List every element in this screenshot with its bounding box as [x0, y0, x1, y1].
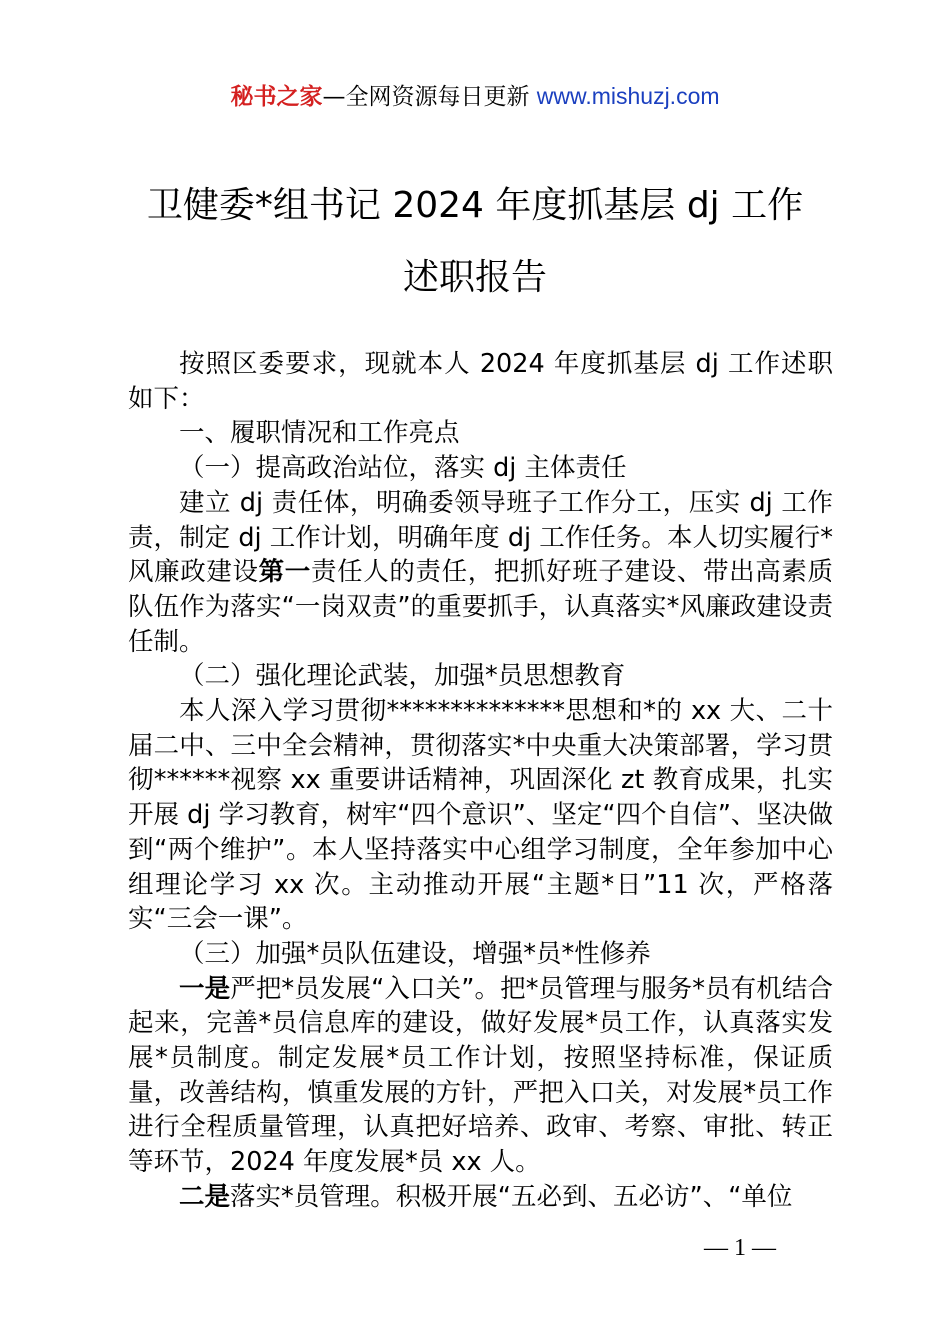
paragraph-4-text: 落实*员管理。积极开展“五必到、五必访”、“单位: [230, 1181, 793, 1212]
paragraph-1-text-b: 责任人的责任，把抓好班子建设、带出高素质队伍作为落实“一岗双责”的重要抓手，认真落实*风廉政建设责任制。: [128, 557, 833, 657]
banner-url-link[interactable]: www.mishuzj.com: [536, 83, 720, 109]
subsection-heading-3: （三）加强*员队伍建设，增强*员*性修养: [179, 938, 651, 969]
banner-brand: 秘书之家: [230, 84, 323, 110]
paragraph-1-text-a: 建立 dj 责任体，明确委领导班子工作分工，压实 dj 工作责，制定 dj 工作计划，明确年度 dj 工作任务。本人切实履行*风廉政建设: [128, 487, 833, 588]
paragraph-1: [128, 486, 833, 660]
paragraph-2: 本人深入学习贯彻**************思想和*的 xx 大、二十届二中、三中全会精神，贯彻落实*中央重大决策部署，学习贯彻******视察 xx 重要讲话精神，巩固深化 zt 教育成果，扎实开展 dj 学习教育，树牢“四个意识”、坚定“四个自信”、坚决做到“两个维护”。本人坚持落实中心组学习制度，全年参加中心组理论学习 xx 次。主动推动开展“主题*日”11 次，严格落实“三会一课”。: [128, 696, 833, 935]
intro-paragraph: 按照区委要求，现就本人 2024 年度抓基层 dj 工作述职如下：: [128, 349, 833, 414]
banner-slogan: —全网资源每日更新: [322, 84, 537, 110]
paragraph-1-bold: 第一: [258, 557, 311, 588]
site-banner: [0, 80, 950, 113]
document-title-line-1: 卫健委*组书记 2024 年度抓基层 dj 工作: [146, 185, 804, 226]
section-heading-1: 一、履职情况和工作亮点: [179, 418, 460, 449]
paragraph-3: [128, 972, 833, 1180]
paragraph-4-bold: 二是: [179, 1181, 231, 1212]
page-number: — 1 —: [704, 1235, 776, 1261]
paragraph-4: [128, 1180, 833, 1215]
paragraph-3-text: 严把*员发展“入口关”。把*员管理与服务*员有机结合起来，完善*员信息库的建设，做好发展*员工作，认真落实发展*员制度。制定发展*员工作计划，按照坚持标准，保证质量，改善结构，慎重发展的方针，严把入口关，对发展*员工作进行全程质量管理，认真把好培养、政审、考察、审批、转正等环节，2024 年度发展*员 xx 人。: [128, 973, 833, 1178]
paragraph-3-bold: 一是: [179, 973, 231, 1004]
document-body: [128, 347, 833, 1215]
document-title-line-2: 述职报告: [402, 257, 547, 298]
subsection-heading-2: （二）强化理论武装，加强*员思想教育: [179, 661, 626, 692]
subsection-heading-1: （一）提高政治站位，落实 dj 主体责任: [179, 453, 627, 484]
